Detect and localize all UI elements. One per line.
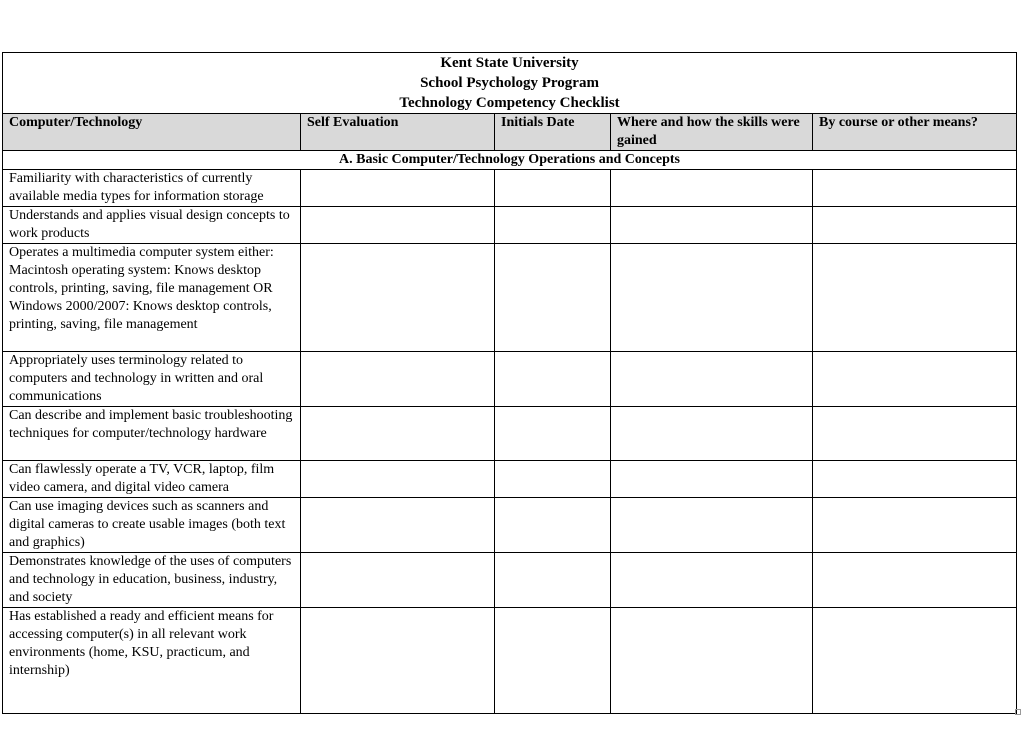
section-heading: A. Basic Computer/Technology Operations and Concepts [3, 151, 1017, 170]
course-means-cell[interactable] [813, 244, 1017, 352]
competency-item: Can flawlessly operate a TV, VCR, laptop, film video camera, and digital video camera [3, 461, 301, 498]
where-how-cell[interactable] [611, 498, 813, 553]
competency-item: Operates a multimedia computer system either: Macintosh operating system: Knows desktop controls, printing, saving, file management OR Windows 2000/2007: Knows desktop controls, printing, saving, file management [3, 244, 301, 352]
initials-date-cell[interactable] [495, 352, 611, 407]
table-row [3, 244, 1017, 352]
competency-item: Familiarity with characteristics of currently available media types for information storage [3, 170, 301, 207]
course-means-cell[interactable] [813, 608, 1017, 714]
competency-item: Can use imaging devices such as scanners and digital cameras to create usable images (both text and graphics) [3, 498, 301, 553]
table-row [3, 461, 1017, 498]
where-how-cell[interactable] [611, 170, 813, 207]
initials-date-cell[interactable] [495, 407, 611, 461]
table-row [3, 498, 1017, 553]
program-title: School Psychology Program [420, 75, 599, 91]
where-how-cell[interactable] [611, 608, 813, 714]
title-cell [3, 53, 1017, 114]
page-corner-marker [1015, 709, 1021, 715]
competency-item: Demonstrates knowledge of the uses of computers and technology in education, business, industry, and society [3, 553, 301, 608]
initials-date-cell[interactable] [495, 170, 611, 207]
self-evaluation-cell[interactable] [301, 461, 495, 498]
where-how-cell[interactable] [611, 352, 813, 407]
where-how-cell[interactable] [611, 461, 813, 498]
self-evaluation-cell[interactable] [301, 207, 495, 244]
table-row [3, 352, 1017, 407]
initials-date-cell[interactable] [495, 498, 611, 553]
table-row [3, 207, 1017, 244]
table-row [3, 608, 1017, 714]
initials-date-cell[interactable] [495, 244, 611, 352]
course-means-cell[interactable] [813, 498, 1017, 553]
initials-date-cell[interactable] [495, 461, 611, 498]
checklist-document [2, 52, 1016, 714]
university-title: Kent State University [440, 55, 579, 71]
header-computer-technology: Computer/Technology [3, 114, 301, 151]
header-initials-date: Initials Date [495, 114, 611, 151]
section-row [3, 151, 1017, 170]
table-row [3, 170, 1017, 207]
course-means-cell[interactable] [813, 553, 1017, 608]
header-course-or-means: By course or other means? [813, 114, 1017, 151]
self-evaluation-cell[interactable] [301, 553, 495, 608]
header-row [3, 114, 1017, 151]
table-row [3, 553, 1017, 608]
checklist-title: Technology Competency Checklist [399, 95, 620, 111]
self-evaluation-cell[interactable] [301, 352, 495, 407]
initials-date-cell[interactable] [495, 608, 611, 714]
course-means-cell[interactable] [813, 461, 1017, 498]
header-self-evaluation: Self Evaluation [301, 114, 495, 151]
where-how-cell[interactable] [611, 553, 813, 608]
where-how-cell[interactable] [611, 407, 813, 461]
table-row [3, 407, 1017, 461]
competency-item: Appropriately uses terminology related to computers and technology in written and oral communications [3, 352, 301, 407]
initials-date-cell[interactable] [495, 553, 611, 608]
course-means-cell[interactable] [813, 170, 1017, 207]
self-evaluation-cell[interactable] [301, 407, 495, 461]
course-means-cell[interactable] [813, 207, 1017, 244]
competency-table [2, 52, 1017, 714]
where-how-cell[interactable] [611, 244, 813, 352]
initials-date-cell[interactable] [495, 207, 611, 244]
course-means-cell[interactable] [813, 407, 1017, 461]
course-means-cell[interactable] [813, 352, 1017, 407]
header-where-how-gained: Where and how the skills were gained [611, 114, 813, 151]
self-evaluation-cell[interactable] [301, 498, 495, 553]
title-row [3, 53, 1017, 114]
self-evaluation-cell[interactable] [301, 608, 495, 714]
self-evaluation-cell[interactable] [301, 244, 495, 352]
competency-item: Can describe and implement basic troubleshooting techniques for computer/technology hardware [3, 407, 301, 461]
where-how-cell[interactable] [611, 207, 813, 244]
self-evaluation-cell[interactable] [301, 170, 495, 207]
competency-item: Has established a ready and efficient means for accessing computer(s) in all relevant work environments (home, KSU, practicum, and internship) [3, 608, 301, 714]
competency-item: Understands and applies visual design concepts to work products [3, 207, 301, 244]
